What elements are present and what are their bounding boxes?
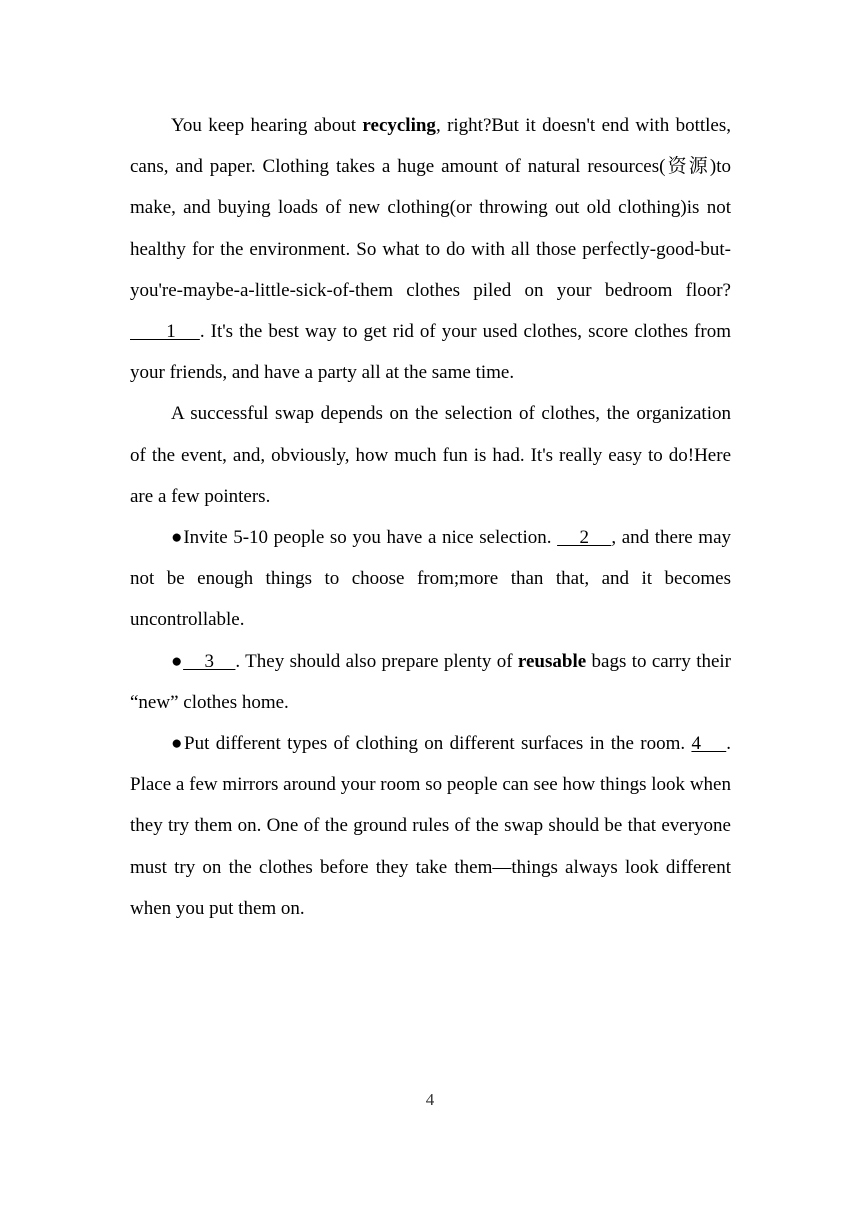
bullet-clothing-surfaces <box>130 723 731 929</box>
text-segment: , and there may not be enough things to choose from;more than that, and it becomes uncontrollable. <box>130 527 732 631</box>
text-segment: . Place a few mirrors around your room so people can see how things look when they try them on. One of the ground rules of the swap should be that everyone must try on the clothes before they take them—things always look different when you put them on. <box>130 733 731 919</box>
bullet-reusable-bags <box>130 641 731 723</box>
text-segment: ● <box>171 650 184 672</box>
text-segment: . It's the best way to get rid of your used clothes, score clothes from your friends, and have a party all at the same time. <box>130 321 731 384</box>
blank-4: 4 <box>691 733 727 755</box>
blank-3: 3 <box>183 650 236 672</box>
text-segment: ●Invite 5-10 people so you have a nice selection. <box>171 527 558 549</box>
paragraph-swap-tips-intro <box>130 393 731 517</box>
text-segment: You keep hearing about <box>171 115 363 136</box>
bold-term-reusable: reusable <box>517 650 587 672</box>
blank-1: 1 <box>130 321 200 343</box>
passage <box>130 105 731 929</box>
blank-2: 2 <box>557 527 612 549</box>
text-segment: bags to carry their “new” clothes home. <box>130 650 732 713</box>
text-segment: A successful swap depends on the selection of clothes, the organization of the event, and, obviously, how much fun is had. It's really easy to do!Here are a few pointers. <box>130 403 731 507</box>
text-segment: , right?But it doesn't end with bottles, cans, and paper. Clothing takes a huge amount of natural resources(资源)to make, and buying loads of new clothing(or throwing out old clothing)is not healthy for the environment. So what to do with all those perfectly-good-but-you're-maybe-a-little-sick-of-them clothes piled on your bedroom floor? <box>130 115 731 301</box>
text-segment: ●Put different types of clothing on different surfaces in the room. <box>171 733 692 755</box>
bold-term-recycling: recycling <box>362 115 436 136</box>
bullet-invite-people <box>130 517 731 641</box>
text-segment: . They should also prepare plenty of <box>235 650 518 672</box>
page-number: 4 <box>425 1090 435 1109</box>
paragraph-intro <box>130 105 731 393</box>
